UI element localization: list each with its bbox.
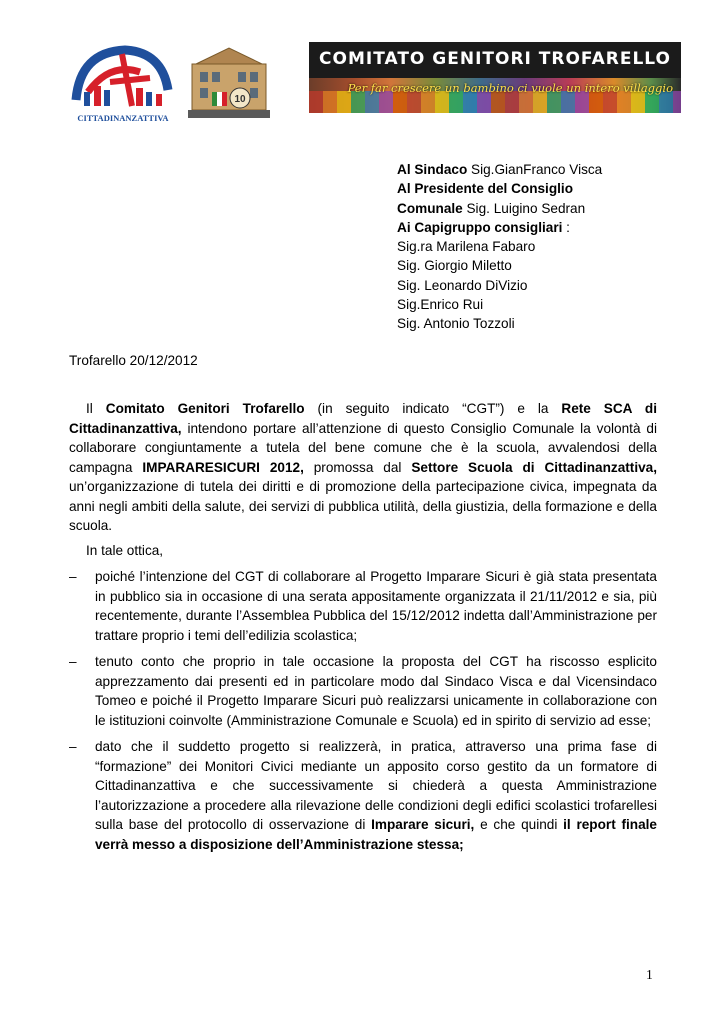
recipient-name: Sig.ra Marilena Fabaro [397, 239, 536, 255]
list-item [69, 737, 657, 854]
bold-text: il report finale verrà messo a disposizione dell’Amministrazione stessa; [95, 817, 657, 852]
recipient-line [397, 256, 602, 275]
header-banner [309, 42, 681, 113]
recipient-block [397, 160, 602, 334]
recipient-line [397, 199, 602, 218]
recipient-line [397, 179, 602, 198]
bold-text: Comitato Genitori Trofarello [105, 401, 305, 416]
body-text: (in seguito indicato “CGT”) e la [304, 401, 562, 416]
body-text: intendono portare all’attenzione di questo Consiglio Comunale la volontà di collaborare congiuntamente a tutela del bene comune che è la scuola, avvalendosi della campagna [69, 420, 657, 475]
recipient-role: Ai Capigruppo consigliari [397, 219, 563, 235]
letter-date: Trofarello 20/12/2012 [69, 353, 198, 368]
dash-bullet: – [69, 569, 77, 584]
bold-text: Settore Scuola di Cittadinanzattiva, [411, 459, 658, 475]
dash-bullet: – [69, 739, 77, 754]
dash-bullet: – [69, 654, 77, 669]
page-number: 1 [646, 967, 653, 982]
body-text: dato che il suddetto progetto si realizzerà, in pratica, attraverso una prima fase di “formazione” dei Monitori Civici mediante un apposito corso gestito da un formatore di Cittadinanzattiva e che successivamente si chiederà a questa Amministrazione l’autorizzazione a procedere alla rilevazione delle condizioni degli edifici scolastici trofarellesi sulla base del protocollo di osservazione di [95, 739, 657, 832]
recipient-line [397, 237, 602, 256]
recipient-role: Comunale [397, 200, 463, 216]
recipient-line [397, 314, 602, 333]
body-text: un’organizzazione di tutela dei diritti e di promozione della partecipazione civica, impegnata da anni negli ambiti della salute, dei servizi di pubblica utilità, della giustizia, della formazione e della scuola. [69, 479, 657, 533]
school-building-logo [188, 42, 270, 120]
school-number: 10 [234, 94, 246, 105]
banner-subtitle: Per far crescere un bambino ci vuole un intero villaggio [347, 81, 673, 95]
logo-text: CITTADINANZATTIVA [77, 113, 169, 123]
bold-text: IMPARARESICURI 2012, [142, 459, 304, 475]
recipient-line [397, 218, 602, 237]
recipient-name: Sig. Giorgio Miletto [397, 258, 512, 274]
transition-text: In tale ottica, [86, 543, 164, 558]
body-text: promossa dal [303, 459, 412, 475]
recipient-role: Al Sindaco [397, 162, 468, 177]
recipient-name: Sig.GianFranco Visca [467, 162, 603, 177]
recipient-role: Al Presidente del Consiglio [397, 181, 573, 197]
recipient-name: Sig.Enrico Rui [397, 297, 484, 313]
body-text: poiché l’intenzione del CGT di collaborare al Progetto Imparare Sicuri è già stata presentata in pubblico sia in occasione di una serata appositamente organizzata il 21/11/2012 e sia, più recentemente, durante l’Assemblea Pubblica del 15/12/2012 indetta dall’Amministrazione per trattare proprio i temi dell’edilizia scolastica; [95, 569, 657, 643]
cittadinanzattiva-logo [70, 42, 176, 126]
recipient-line [397, 295, 602, 314]
banner-title: COMITATO GENITORI TROFARELLO [319, 49, 671, 69]
recipient-name: Sig. Leonardo DiVizio [397, 277, 528, 293]
body-text: Il [86, 401, 106, 416]
reasons-list [69, 567, 657, 861]
body-text: e che quindi [474, 817, 564, 832]
bold-text: Imparare sicuri, [371, 817, 475, 832]
bold-text: Rete SCA di Cittadinanzattiva, [69, 401, 658, 436]
intro-paragraph [69, 399, 657, 536]
transition-paragraph [69, 541, 657, 561]
list-item [69, 652, 657, 730]
recipient-name: Sig. Luigino Sedran [462, 200, 586, 216]
recipient-name: : [562, 219, 570, 235]
recipient-line [397, 160, 602, 179]
body-text: tenuto conto che proprio in tale occasione la proposta del CGT ha riscosso esplicito apprezzamento dai presenti ed in particolare modo dal Sindaco Visca e dal Vicensindaco Tomeo e poiché il Progetto Imparare Sicuri può realizzarsi unicamente in collaborazione con le istituzioni coinvolte (Amministrazione Comunale e Scuola) ed in spirito di servizio ad esse; [95, 654, 657, 728]
list-item [69, 567, 657, 645]
recipient-name: Sig. Antonio Tozzoli [397, 316, 515, 332]
recipient-line [397, 276, 602, 295]
